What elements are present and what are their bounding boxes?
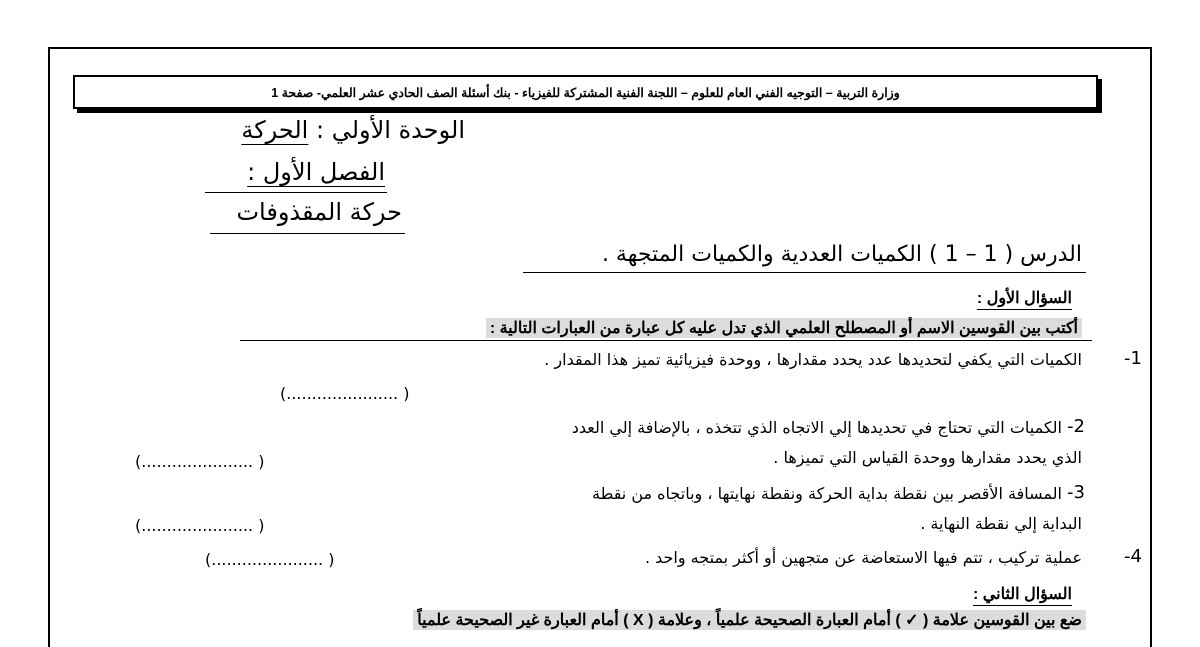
item-2-text-line-2: الذي يحدد مقدارها ووحدة القياس التي تميزها . [773, 448, 1082, 467]
item-1-text: الكميات التي يكفي لتحديدها عدد يحدد مقدارها ، ووحدة فيزيائية تميز هذا المقدار . [544, 350, 1082, 369]
chapter-heading: الفصل الأول : [247, 158, 385, 186]
header-banner [73, 75, 1098, 109]
header-text: وزارة التربية – التوجيه الفني العام للعلوم – اللجنة الفنية المشتركة للفيزياء - بنك أسئلة الصف الحادي عشر العلمي- صفحة 1 [271, 85, 900, 100]
item-2-text-line-1: الكميات التي تحتاج في تحديدها إلي الاتجاه الذي تتخذه ، بالإضافة إلي العدد [571, 418, 1062, 437]
q1-instruction: أكتب بين القوسين الاسم أو المصطلح العلمي الذي تدل عليه كل عبارة من العبارات التالية : [486, 318, 1082, 338]
item-3-text-line-2: البداية إلي نقطة النهاية . [920, 514, 1082, 533]
item-3-text-line-1: المسافة الأقصر بين نقطة بداية الحركة ونقطة نهايتها ، وباتجاه من نقطة [592, 484, 1062, 503]
chapter-title: حركة المقذوفات [236, 198, 402, 226]
item-1-answer[interactable]: (...................... ) [280, 384, 410, 403]
item-4-answer[interactable]: (...................... ) [205, 550, 335, 569]
unit-label: الوحدة الأولي : [316, 116, 465, 144]
unit-line [241, 116, 465, 144]
item-3-answer[interactable]: (...................... ) [135, 516, 265, 535]
chapter-underline [205, 192, 387, 193]
unit-name: الحركة [241, 116, 309, 144]
item-3-number: -3 [1067, 482, 1085, 503]
lesson-title: الدرس ( 1 – 1 ) الكميات العددية والكميات المتجهة . [601, 242, 1082, 267]
q2-title: السؤال الثاني : [973, 586, 1072, 603]
q1-title: السؤال الأول : [976, 290, 1072, 307]
item-2-number: -2 [1067, 416, 1085, 437]
item-2-answer[interactable]: (...................... ) [135, 452, 265, 471]
lesson-underline [523, 272, 1086, 273]
item-4-text: عملية تركيب ، تتم فيها الاستعاضة عن متجهين أو أكثر بمتجه واحد . [644, 548, 1082, 567]
item-1-number: -1 [1124, 348, 1142, 369]
item-4-number: -4 [1124, 546, 1142, 567]
q2-instruction: ضع بين القوسين علامة ( ✓ ) أمام العبارة الصحيحة علمياً ، وعلامة ( X ) أمام العبارة غير الصحيحة علمياً [413, 610, 1086, 630]
q1-instruction-underline [240, 340, 1092, 341]
chapter-title-underline [210, 233, 405, 234]
